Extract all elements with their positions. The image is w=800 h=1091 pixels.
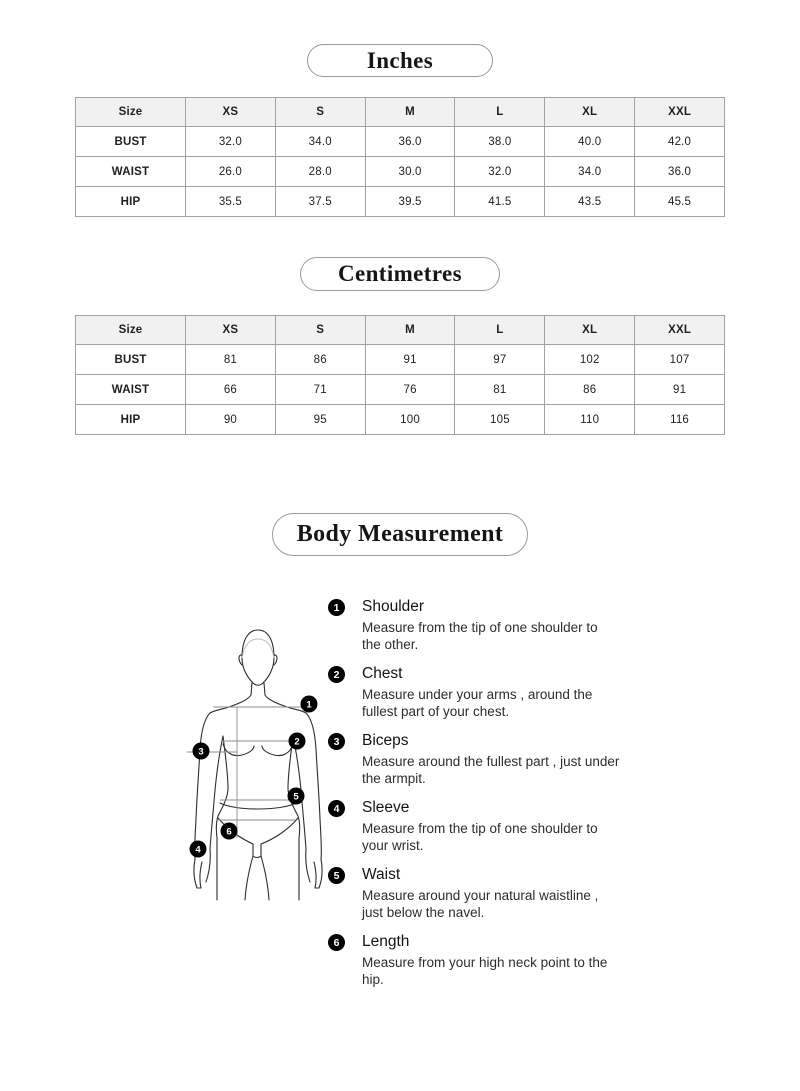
inches-section-title xyxy=(307,44,493,77)
table-row xyxy=(76,375,725,405)
table-cell: 34.0 xyxy=(275,127,365,157)
table-cell: 35.5 xyxy=(186,187,276,217)
table-cell: 42.0 xyxy=(635,127,725,157)
table-cell: 36.0 xyxy=(635,157,725,187)
table-cell: 71 xyxy=(275,375,365,405)
body-measurement-title-text: Body Measurement xyxy=(296,521,504,547)
table-cell: 90 xyxy=(186,405,276,435)
diagram-marker-2 xyxy=(289,733,306,750)
table-cell: 45.5 xyxy=(635,187,725,217)
table-cell: 95 xyxy=(275,405,365,435)
measurement-definitions-list xyxy=(328,596,620,998)
measurement-item-shoulder xyxy=(328,596,620,653)
diagram-marker-6 xyxy=(221,823,238,840)
table-cell: 116 xyxy=(635,405,725,435)
svg-text:4: 4 xyxy=(195,844,201,856)
table-cell: 37.5 xyxy=(275,187,365,217)
number-badge: 5 xyxy=(328,867,345,884)
measurement-name: Chest xyxy=(362,665,403,682)
table-cell: 32.0 xyxy=(186,127,276,157)
table-cell: 91 xyxy=(635,375,725,405)
table-cell: 107 xyxy=(635,345,725,375)
measurement-description: Measure around the fullest part , just under the armpit. xyxy=(362,754,620,786)
svg-text:5: 5 xyxy=(293,791,299,803)
column-header: XL xyxy=(545,98,635,127)
column-header: S xyxy=(275,98,365,127)
column-header: L xyxy=(455,98,545,127)
centimetres-title-text: Centimetres xyxy=(337,261,463,286)
table-header-row xyxy=(76,316,725,345)
inches-size-table xyxy=(75,97,725,217)
column-header: Size xyxy=(76,316,186,345)
table-cell: 110 xyxy=(545,405,635,435)
measurement-description: Measure from the tip of one shoulder to your wrist. xyxy=(362,821,598,853)
table-cell: 102 xyxy=(545,345,635,375)
measurement-name: Shoulder xyxy=(362,598,425,615)
svg-text:2: 2 xyxy=(294,736,300,748)
measurement-item-biceps xyxy=(328,730,620,787)
column-header: L xyxy=(455,316,545,345)
table-row xyxy=(76,405,725,435)
table-cell: 41.5 xyxy=(455,187,545,217)
table-row xyxy=(76,187,725,217)
measurement-name: Length xyxy=(362,933,410,950)
table-cell: 86 xyxy=(545,375,635,405)
column-header: S xyxy=(275,316,365,345)
measurement-description: Measure under your arms , around the fullest part of your chest. xyxy=(362,687,593,719)
inches-title-text: Inches xyxy=(366,47,434,73)
row-label: BUST xyxy=(76,345,186,375)
svg-text:1: 1 xyxy=(306,699,312,711)
table-cell: 91 xyxy=(365,345,455,375)
table-cell: 38.0 xyxy=(455,127,545,157)
table-cell: 32.0 xyxy=(455,157,545,187)
size-table xyxy=(75,315,725,435)
column-header: XS xyxy=(186,316,276,345)
centimetres-size-table xyxy=(75,315,725,435)
measurement-item-chest xyxy=(328,663,620,720)
centimetres-section-title xyxy=(300,257,500,291)
column-header: Size xyxy=(76,98,186,127)
row-label: HIP xyxy=(76,405,186,435)
table-cell: 81 xyxy=(455,375,545,405)
table-cell: 66 xyxy=(186,375,276,405)
table-cell: 40.0 xyxy=(545,127,635,157)
column-header: XXL xyxy=(635,316,725,345)
table-cell: 28.0 xyxy=(275,157,365,187)
table-cell: 34.0 xyxy=(545,157,635,187)
table-cell: 97 xyxy=(455,345,545,375)
table-cell: 76 xyxy=(365,375,455,405)
diagram-marker-3 xyxy=(193,743,210,760)
diagram-marker-1 xyxy=(301,696,318,713)
row-label: BUST xyxy=(76,127,186,157)
table-cell: 39.5 xyxy=(365,187,455,217)
diagram-marker-4 xyxy=(190,841,207,858)
body-measurement-section-title xyxy=(272,513,528,556)
measurement-item-sleeve xyxy=(328,797,620,854)
body-measurement-diagram xyxy=(180,598,330,908)
row-label: WAIST xyxy=(76,375,186,405)
measurement-description: Measure from the tip of one shoulder to the other. xyxy=(362,620,598,652)
row-label: HIP xyxy=(76,187,186,217)
size-table xyxy=(75,97,725,217)
svg-text:3: 3 xyxy=(198,746,204,758)
diagram-marker-5 xyxy=(288,788,305,805)
table-cell: 36.0 xyxy=(365,127,455,157)
measurement-description: Measure from your high neck point to the hip. xyxy=(362,955,608,987)
table-row xyxy=(76,345,725,375)
measurement-name: Biceps xyxy=(362,732,409,749)
table-row xyxy=(76,157,725,187)
table-cell: 30.0 xyxy=(365,157,455,187)
column-header: M xyxy=(365,316,455,345)
table-row xyxy=(76,127,725,157)
column-header: XL xyxy=(545,316,635,345)
measurement-item-length xyxy=(328,931,620,988)
number-badge: 2 xyxy=(328,666,345,683)
table-cell: 100 xyxy=(365,405,455,435)
column-header: M xyxy=(365,98,455,127)
row-label: WAIST xyxy=(76,157,186,187)
table-cell: 26.0 xyxy=(186,157,276,187)
measurement-item-waist xyxy=(328,864,620,921)
body-figure-illustration xyxy=(180,598,330,908)
table-cell: 105 xyxy=(455,405,545,435)
number-badge: 3 xyxy=(328,733,345,750)
number-badge: 6 xyxy=(328,934,345,951)
table-header-row xyxy=(76,98,725,127)
measurement-name: Waist xyxy=(362,866,401,883)
column-header: XS xyxy=(186,98,276,127)
svg-text:6: 6 xyxy=(226,826,232,838)
measurement-name: Sleeve xyxy=(362,799,410,816)
table-cell: 81 xyxy=(186,345,276,375)
measurement-description: Measure around your natural waistline , just below the navel. xyxy=(362,888,599,920)
number-badge: 4 xyxy=(328,800,345,817)
number-badge: 1 xyxy=(328,599,345,616)
column-header: XXL xyxy=(635,98,725,127)
table-cell: 86 xyxy=(275,345,365,375)
table-cell: 43.5 xyxy=(545,187,635,217)
